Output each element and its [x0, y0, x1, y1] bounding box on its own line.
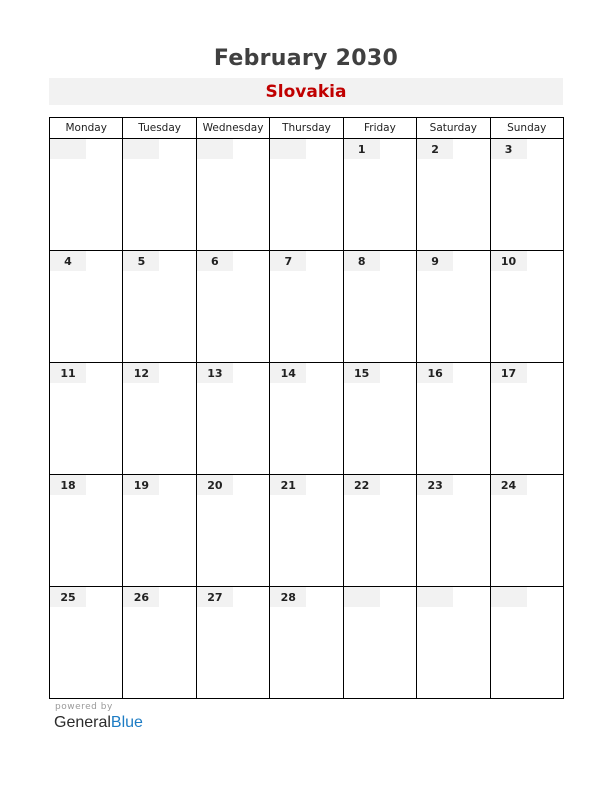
day-number: 6	[197, 251, 233, 271]
day-number: 23	[417, 475, 453, 495]
generalblue-logo[interactable]	[54, 714, 143, 732]
day-cell	[123, 363, 196, 475]
day-cell	[123, 587, 196, 699]
day-number: 5	[123, 251, 159, 271]
day-number: 12	[123, 363, 159, 383]
weekday-header-row	[50, 118, 564, 139]
day-cell	[417, 251, 490, 363]
day-number: 3	[491, 139, 527, 159]
week-row	[50, 251, 564, 363]
day-cell	[123, 475, 196, 587]
day-number: 17	[491, 363, 527, 383]
day-cell	[270, 139, 343, 251]
day-cell	[343, 251, 416, 363]
day-cell	[490, 475, 563, 587]
day-cell	[196, 251, 269, 363]
week-row	[50, 475, 564, 587]
day-number: 15	[344, 363, 380, 383]
day-cell	[50, 139, 123, 251]
day-cell	[196, 363, 269, 475]
day-number: 11	[50, 363, 86, 383]
day-cell	[123, 251, 196, 363]
day-number	[417, 587, 453, 607]
day-number: 26	[123, 587, 159, 607]
day-number	[491, 587, 527, 607]
weekday-thursday: Thursday	[270, 118, 343, 139]
day-cell	[417, 475, 490, 587]
day-cell	[417, 363, 490, 475]
day-number: 7	[270, 251, 306, 271]
day-number: 18	[50, 475, 86, 495]
day-cell	[50, 251, 123, 363]
day-number: 9	[417, 251, 453, 271]
day-cell	[343, 139, 416, 251]
day-cell	[196, 587, 269, 699]
week-row	[50, 587, 564, 699]
day-cell	[270, 363, 343, 475]
day-cell	[270, 587, 343, 699]
day-number	[50, 139, 86, 159]
day-cell	[196, 475, 269, 587]
day-number: 25	[50, 587, 86, 607]
day-number: 14	[270, 363, 306, 383]
day-number	[123, 139, 159, 159]
day-cell	[343, 475, 416, 587]
day-cell	[50, 475, 123, 587]
day-number: 8	[344, 251, 380, 271]
day-number: 20	[197, 475, 233, 495]
day-number: 13	[197, 363, 233, 383]
logo-general-text: General	[54, 714, 111, 731]
day-number: 27	[197, 587, 233, 607]
weekday-saturday: Saturday	[417, 118, 490, 139]
day-cell	[196, 139, 269, 251]
day-cell	[417, 139, 490, 251]
week-row	[50, 363, 564, 475]
day-number	[197, 139, 233, 159]
day-number: 22	[344, 475, 380, 495]
weekday-monday: Monday	[50, 118, 123, 139]
country-name: Slovakia	[49, 78, 563, 105]
day-number: 16	[417, 363, 453, 383]
day-cell	[343, 587, 416, 699]
day-cell	[50, 587, 123, 699]
calendar-title: February 2030	[213, 46, 399, 71]
day-cell	[490, 139, 563, 251]
day-cell	[490, 251, 563, 363]
day-number	[270, 139, 306, 159]
powered-by-text: powered by	[55, 702, 113, 712]
weekday-wednesday: Wednesday	[196, 118, 269, 139]
day-number: 10	[491, 251, 527, 271]
day-number: 21	[270, 475, 306, 495]
day-cell	[270, 475, 343, 587]
day-cell	[490, 363, 563, 475]
day-number: 19	[123, 475, 159, 495]
calendar-grid	[49, 117, 564, 699]
day-number: 1	[344, 139, 380, 159]
day-cell	[270, 251, 343, 363]
day-cell	[50, 363, 123, 475]
weekday-friday: Friday	[343, 118, 416, 139]
day-number: 4	[50, 251, 86, 271]
day-cell	[490, 587, 563, 699]
day-number: 28	[270, 587, 306, 607]
weekday-tuesday: Tuesday	[123, 118, 196, 139]
day-number: 2	[417, 139, 453, 159]
day-cell	[343, 363, 416, 475]
day-cell	[417, 587, 490, 699]
weekday-sunday: Sunday	[490, 118, 563, 139]
logo-blue-text: Blue	[110, 714, 143, 731]
day-cell	[123, 139, 196, 251]
day-number	[344, 587, 380, 607]
week-row	[50, 139, 564, 251]
day-number: 24	[491, 475, 527, 495]
